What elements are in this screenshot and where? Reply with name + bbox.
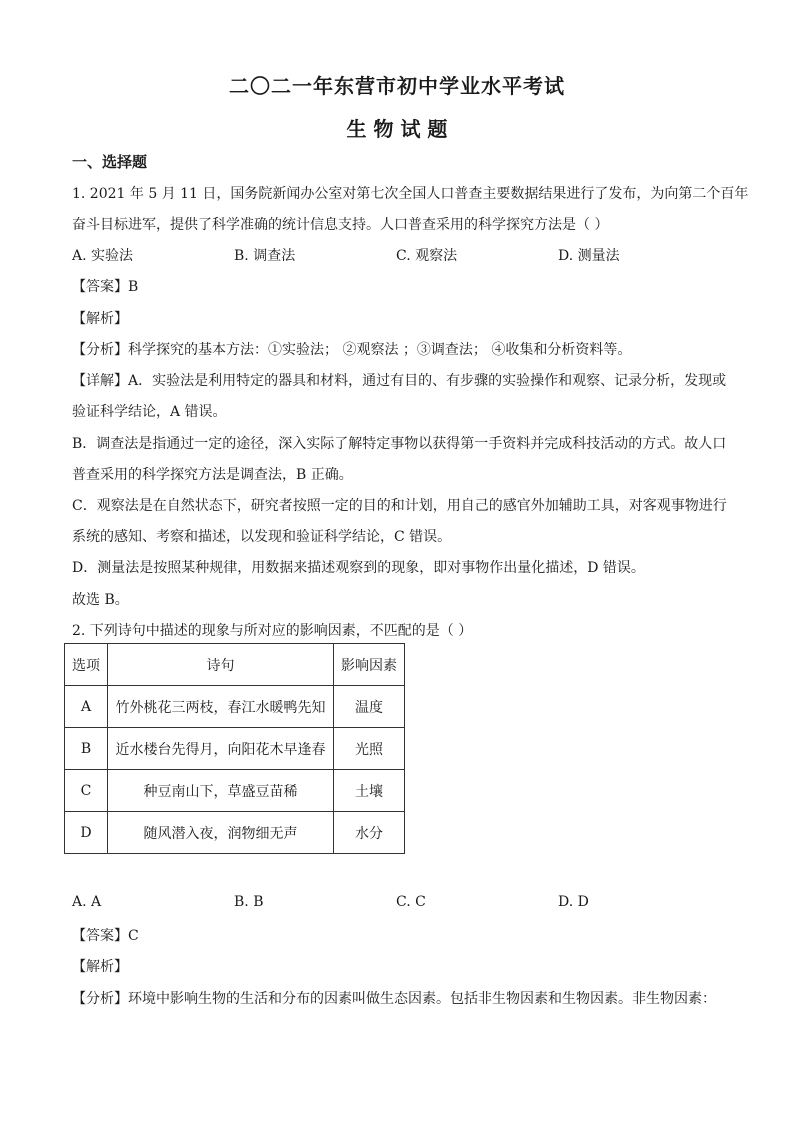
table-cell: 随风潜入夜，润物细无声 — [108, 812, 334, 854]
q1-option-d: D. 测量法 — [558, 248, 620, 264]
table-cell: C — [65, 770, 108, 812]
page-subtitle: 生 物 试 题 — [346, 117, 448, 141]
table-cell: 温度 — [334, 686, 405, 728]
q2-option-a: A. A — [72, 894, 102, 910]
q1-detail-b-line2: 普查采用的科学探究方法是调查法，B 正确。 — [72, 467, 353, 483]
table-header-cell: 选项 — [65, 644, 108, 686]
q1-analysis-label: 【解析】 — [72, 311, 128, 327]
table-row — [65, 770, 405, 812]
table-header-row — [65, 644, 405, 686]
q1-option-c: C. 观察法 — [396, 248, 458, 264]
q2-answer: 【答案】C — [72, 928, 139, 944]
q1-detail-c-line1: C．观察法是在自然状态下，研究者按照一定的目的和计划，用自己的感官外加辅助工具，对客观事物进行 — [72, 498, 727, 514]
q1-detail-c-line2: 系统的感知、考察和描述，以发现和验证科学结论，C 错误。 — [72, 529, 452, 545]
table-cell: B — [65, 728, 108, 770]
table-row — [65, 812, 405, 854]
q1-option-b: B. 调查法 — [234, 248, 296, 264]
q1-detail-b-line1: B．调查法是指通过一定的途径，深入实际了解特定事物以获得第一手资料并完成科技活动的方式。故人口 — [72, 436, 727, 452]
section-heading: 一、选择题 — [72, 153, 148, 171]
table-cell: 近水楼台先得月，向阳花木早逢春 — [108, 728, 334, 770]
q1-answer: 【答案】B — [72, 279, 139, 295]
table-header-cell: 影响因素 — [334, 644, 405, 686]
q1-detail-a-line2: 验证科学结论，A 错误。 — [72, 404, 227, 420]
q1-stem-line1: 1. 2021 年 5 月 11 日，国务院新闻办公室对第七次全国人口普查主要数据结果进行了发布，为向第二个百年 — [72, 186, 749, 202]
table-cell: A — [65, 686, 108, 728]
q2-analysis-label: 【解析】 — [72, 959, 128, 975]
q2-stem: 2. 下列诗句中描述的现象与所对应的影响因素，不匹配的是（ ） — [72, 623, 473, 639]
table-cell: 水分 — [334, 812, 405, 854]
q2-analysis-fenxi: 【分析】环境中影响生物的生活和分布的因素叫做生态因素。包括非生物因素和生物因素。非生物因素： — [72, 991, 716, 1007]
table-header-cell: 诗句 — [108, 644, 334, 686]
table-row — [65, 728, 405, 770]
table-cell: 种豆南山下，草盛豆苗稀 — [108, 770, 334, 812]
table-cell: D — [65, 812, 108, 854]
table-cell: 竹外桃花三两枝，春江水暖鸭先知 — [108, 686, 334, 728]
table-row — [65, 686, 405, 728]
q1-stem-line2: 奋斗目标进军，提供了科学准确的统计信息支持。人口普查采用的科学探究方法是（ ） — [72, 217, 609, 233]
page-title: 二〇二一年东营市初中学业水平考试 — [229, 74, 565, 98]
q1-option-a: A. 实验法 — [72, 248, 134, 264]
q1-conclusion: 故选 B。 — [72, 592, 129, 608]
q2-option-b: B. B — [234, 894, 264, 910]
q2-option-c: C. C — [396, 894, 426, 910]
table-cell: 土壤 — [334, 770, 405, 812]
q1-detail-d-line1: D．测量法是按照某种规律，用数据来描述观察到的现象，即对事物作出量化描述，D 错误。 — [72, 560, 645, 576]
q1-analysis-fenxi: 【分析】科学探究的基本方法：①实验法； ②观察法 ；③调查法； ④收集和分析资料等。 — [72, 342, 632, 358]
q2-table — [64, 643, 405, 854]
q1-detail-a-line1: 【详解】A．实验法是利用特定的器具和材料，通过有目的、有步骤的实验操作和观察、记录分析，发现或 — [72, 373, 727, 389]
q2-option-d: D. D — [558, 894, 589, 910]
table-cell: 光照 — [334, 728, 405, 770]
